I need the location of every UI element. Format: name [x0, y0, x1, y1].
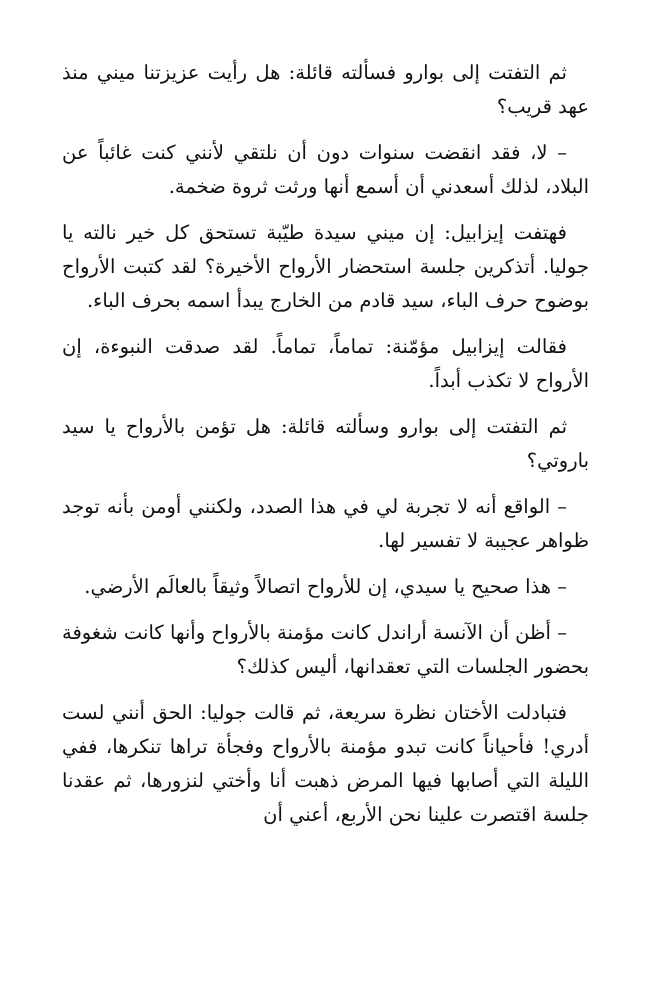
- paragraph-8: – أظن أن الآنسة أراندل كانت مؤمنة بالأرواح وأنها كانت شغوفة بحضور الجلسات التي تعقدانها، أليس كذلك؟: [62, 621, 589, 678]
- paragraph-6: – الواقع أنه لا تجربة لي في هذا الصدد، ولكنني أومن بأنه توجد ظواهر عجيبة لا تفسير لها.: [62, 495, 589, 552]
- paragraph-4: فقالت إيزابيل مؤمّنة: تماماً، تماماً. لقد صدقت النبوءة، إن الأرواح لا تكذب أبداً.: [62, 335, 589, 392]
- paragraph-3: فهتفت إيزابيل: إن ميني سيدة طيّبة تستحق كل خير نالته يا جوليا. أتذكرين جلسة استحضار الأرواح الأخيرة؟ لقد كتبت الأرواح بوضوح حرف الباء، سيد قادم من الخارج يبدأ اسمه بحرف الباء.: [62, 221, 589, 312]
- paragraph-2: – لا، فقد انقضت سنوات دون أن نلتقي لأنني كنت غائباً عن البلاد، لذلك أسعدني أن أسمع أنها ورثت ثروة ضخمة.: [62, 141, 589, 198]
- paragraph-9: فتبادلت الأختان نظرة سريعة، ثم قالت جوليا: الحق أنني لست أدري! فأحياناً كانت تبدو مؤمنة بالأرواح وفجأة تراها تنكرها، ففي الليلة التي أصابها فيها المرض ذهبت أنا وأختي لنزورها، ثم عقدنا جلسة اقتصرت علينا نحن الأربع، أعني أن: [62, 701, 589, 826]
- paragraph-1: ثم التفتت إلى بوارو فسألته قائلة: هل رأيت عزيزتنا ميني منذ عهد قريب؟: [62, 61, 589, 118]
- paragraph-5: ثم التفتت إلى بوارو وسألته قائلة: هل تؤمن بالأرواح يا سيد باروتي؟: [62, 415, 589, 472]
- paragraph-7: – هذا صحيح يا سيدي، إن للأرواح اتصالاً وثيقاً بالعالَم الأرضي.: [84, 575, 567, 598]
